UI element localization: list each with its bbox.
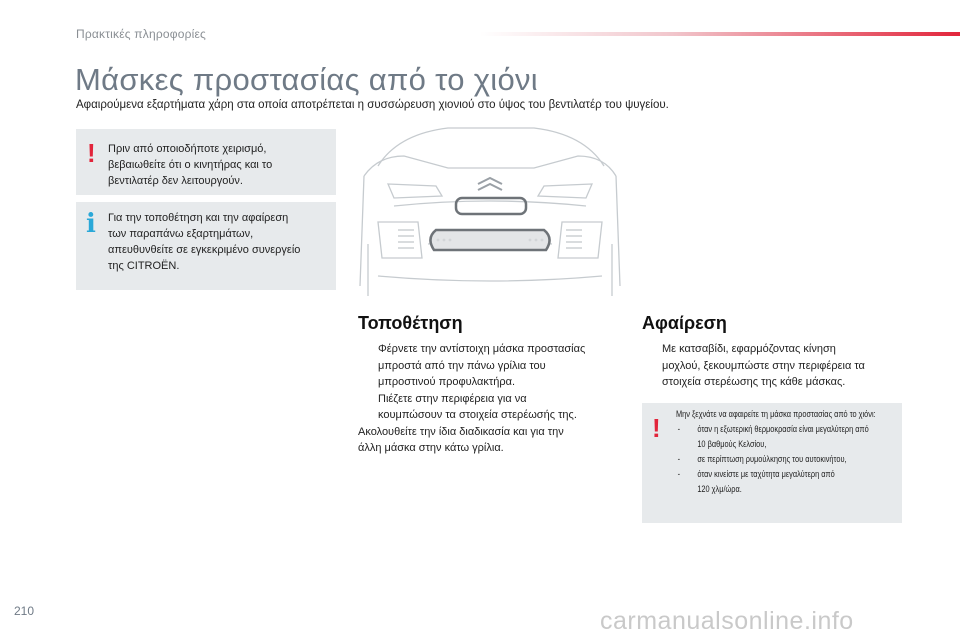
note-item	[676, 452, 876, 467]
step-line: μπροστινού προφυλακτήρα.	[378, 376, 516, 388]
section-label: Πρακτικές πληροφορίες	[76, 27, 207, 41]
warning-text	[108, 141, 272, 189]
fitting-note-line: Ακολουθείτε την ίδια διαδικασία και για την	[358, 425, 564, 438]
fitting-step	[358, 341, 628, 391]
note-line: σε περίπτωση ρυμούλκησης του αυτοκινήτου,	[697, 454, 847, 464]
page-title: Μάσκες προστασίας από το χιόνι	[75, 62, 538, 97]
warning-icon: !	[652, 413, 661, 443]
car-front-illustration	[358, 126, 622, 296]
fitting-heading: Τοποθέτηση	[358, 313, 463, 333]
header-accent-line	[480, 32, 960, 36]
dash-marker: -	[677, 454, 681, 464]
removal-step	[642, 341, 912, 391]
watermark: carmanualsonline.info	[600, 607, 854, 635]
note-line: όταν κινείστε με ταχύτητα μεγαλύτερη από	[697, 469, 835, 479]
step-line: στοιχεία στερέωσης της κάθε μάσκας.	[662, 376, 846, 388]
fitting-instructions	[358, 341, 628, 457]
note-text	[676, 407, 876, 497]
note-item	[676, 467, 876, 497]
removal-instructions	[642, 341, 912, 391]
note-line: όταν η εξωτερική θερμοκρασία είναι μεγαλύτερη από	[697, 424, 869, 434]
step-line: Φέρνετε την αντίστοιχη μάσκα προστασίας	[378, 343, 586, 355]
fitting-note-line: άλλη μάσκα στην κάτω γρίλια.	[358, 442, 504, 454]
info-box	[76, 202, 336, 290]
note-line: 120 χλμ/ώρα.	[697, 484, 742, 494]
info-line: απευθυνθείτε σε εγκεκριμένο συνεργείο	[108, 244, 301, 256]
step-line: μπροστά από την πάνω γρίλια του	[378, 359, 546, 372]
warning-line: βεντιλατέρ δεν λειτουργούν.	[108, 175, 243, 187]
dash-marker: -	[677, 424, 681, 434]
warning-icon: !	[87, 138, 96, 168]
info-icon: i	[86, 209, 96, 239]
warning-line: βεβαιωθείτε ότι ο κινητήρας και το	[108, 159, 273, 171]
step-line: κουμπώσουν τα στοιχεία στερέωσής της.	[378, 409, 577, 421]
note-intro: Μην ξεχνάτε να αφαιρείτε τη μάσκα προστασίας από το χιόνι:	[676, 409, 876, 419]
dash-marker: -	[677, 469, 681, 479]
snow-mask-note-box	[642, 403, 902, 523]
info-text	[108, 210, 300, 274]
info-line: της CITROËN.	[108, 260, 180, 272]
step-line: Πιέζετε στην περιφέρεια για να	[378, 392, 527, 405]
note-item	[676, 422, 876, 452]
note-line: 10 βαθμούς Κελσίου,	[697, 439, 767, 449]
info-line: Για την τοποθέτηση και την αφαίρεση	[108, 212, 289, 224]
page-subtitle: Αφαιρούμενα εξαρτήματα χάρη στα οποία αποτρέπεται η συσσώρευση χιονιού στο ύψος του βεντιλατέρ του ψυγείου.	[76, 99, 669, 111]
info-line: των παραπάνω εξαρτημάτων,	[108, 228, 254, 240]
fitting-step	[358, 391, 628, 424]
removal-heading: Αφαίρεση	[642, 313, 727, 333]
warning-box	[76, 129, 336, 195]
step-line: Με κατσαβίδι, εφαρμόζοντας κίνηση	[662, 343, 836, 355]
step-line: μοχλού, ξεκουμπώστε στην περιφέρεια τα	[662, 359, 865, 372]
warning-line: Πριν από οποιοδήποτε χειρισμό,	[108, 143, 267, 155]
page-number: 210	[14, 604, 35, 618]
